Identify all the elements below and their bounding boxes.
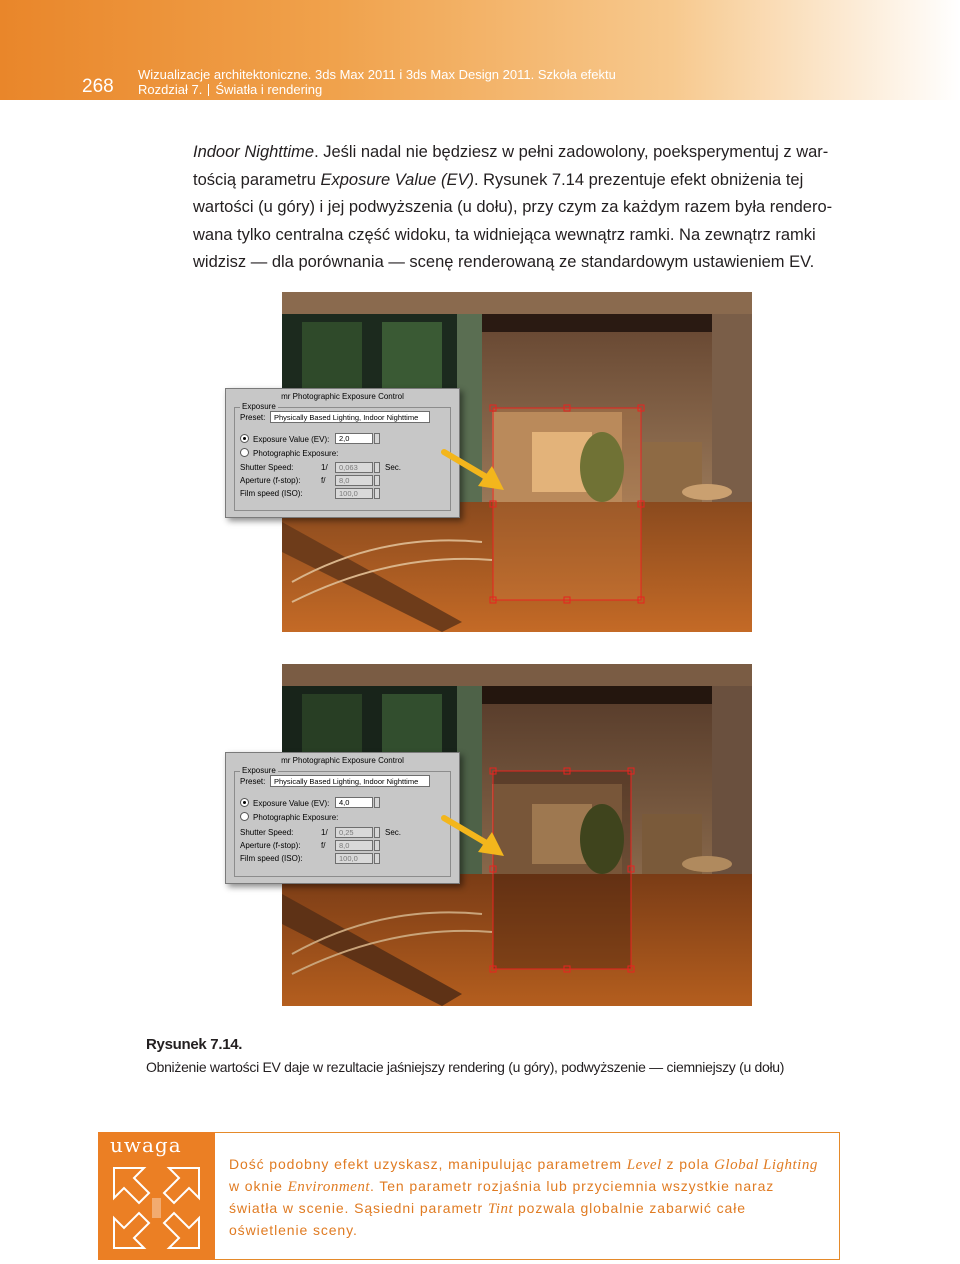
shutter-prefix: 1/ [321,828,328,837]
film-spinner[interactable] [374,488,380,499]
book-title: Wizualizacje architektoniczne. 3ds Max 2011 i 3ds Max Design 2011. Szkoła efektu [138,67,616,82]
body-text-run: . Rysunek 7.14 prezentuje efekt obniżenia tej [473,170,804,189]
shutter-input[interactable]: 0,25 [335,827,373,838]
body-line: wartości (u góry) i jej podwyższenia (u dołu), przy czym za każdym razem była rendero- [193,198,833,216]
header-separator [208,84,209,96]
film-label: Film speed (ISO): [240,489,303,498]
shutter-prefix: 1/ [321,463,328,472]
aperture-spinner[interactable] [374,840,380,851]
photo-radio[interactable] [240,448,249,457]
exposure-group-label: Exposure [242,402,276,411]
arrow-icon-bottom [440,812,510,862]
photo-label: Photographic Exposure: [253,813,339,822]
arrow-icon-top [440,446,510,496]
body-text-run: . Jeśli nadal nie będziesz w pełni zadowolony, poeksperymentuj z war- [314,143,829,161]
ev-radio-row[interactable] [240,798,329,808]
ev-label: Exposure Value (EV): [253,799,330,808]
aperture-input[interactable]: 8,0 [335,475,373,486]
figure-caption-text: Obniżenie wartości EV daje w rezultacie jaśniejszy rendering (u góry), podwyższenie — ciemniejszy (u dołu) [146,1059,785,1075]
exposure-dialog-top [225,388,460,518]
shutter-label: Shutter Speed: [240,828,294,837]
film-input[interactable]: 100,0 [335,488,373,499]
film-input[interactable]: 100,0 [335,853,373,864]
preset-select[interactable]: Physically Based Lighting, Indoor Nighttime [270,775,430,787]
aperture-label: Aperture (f-stop): [240,476,301,485]
ev-input[interactable]: 2,0 [335,433,373,444]
note-term: Tint [487,1201,514,1217]
note-text-run: z pola [661,1156,715,1172]
note-text-run: Dość podobny efekt uzyskasz, manipulując parametrem [229,1156,627,1172]
preset-label: Preset: [240,413,266,422]
exposure-group-label: Exposure [242,766,276,775]
ev-spinner[interactable] [374,797,380,808]
figure-caption-label: Rysunek 7.14. [146,1036,243,1053]
shutter-spinner[interactable] [374,462,380,473]
arrows-emblem-icon [104,1158,209,1258]
ev-radio-row[interactable] [240,434,329,444]
preset-select[interactable]: Physically Based Lighting, Indoor Nighttime [270,411,430,423]
film-spinner[interactable] [374,853,380,864]
film-label: Film speed (ISO): [240,854,303,863]
body-text-run: tością parametru [193,170,321,189]
exposure-group [234,766,451,877]
body-line: widzisz — dla porównania — scenę renderowaną ze standardowym ustawieniem EV. [193,253,815,271]
section-label: Światła i rendering [215,82,323,97]
ev-spinner[interactable] [374,433,380,444]
shutter-unit: Sec. [385,828,402,837]
chapter-line [138,82,322,97]
note-text [229,1154,824,1241]
note-text-run: pozwala globalnie zabarwić całe oświetlenie sceny. [229,1200,746,1238]
note-text-run: . Ten parametr rozjaśnia lub przyciemnia wszystkie naraz światła w scenie. Sąsiedni parametr [229,1178,775,1216]
shutter-unit: Sec. [385,463,402,472]
parameter-name: Exposure Value (EV) [320,170,474,189]
aperture-prefix: f/ [321,476,326,485]
photo-radio-row[interactable] [240,812,338,822]
preset-label: Preset: [240,777,266,786]
exposure-group [234,402,451,511]
ev-label: Exposure Value (EV): [253,435,330,444]
aperture-input[interactable]: 8,0 [335,840,373,851]
note-term: Environment [287,1179,370,1195]
body-line [193,139,833,167]
photo-radio[interactable] [240,812,249,821]
aperture-spinner[interactable] [374,475,380,486]
dialog-title: mr Photographic Exposure Control [281,392,404,401]
note-term: Level [626,1157,662,1173]
exposure-dialog-bottom [225,752,460,884]
shutter-label: Shutter Speed: [240,463,294,472]
body-line [193,167,833,195]
chapter-label: Rozdział 7. [138,82,203,97]
photo-radio-row[interactable] [240,448,338,458]
note-label: uwaga [110,1133,182,1157]
ev-radio[interactable] [240,434,249,443]
body-line: wana tylko centralna część widoku, ta widniejąca wewnątrz ramki. Na zewnątrz ramki [193,225,816,244]
aperture-label: Aperture (f-stop): [240,841,301,850]
ev-input[interactable]: 4,0 [335,797,373,808]
shutter-input[interactable]: 0,063 [335,462,373,473]
ev-radio[interactable] [240,798,249,807]
dialog-title: mr Photographic Exposure Control [281,756,404,765]
preset-name: Indoor Nighttime [193,143,315,161]
photo-label: Photographic Exposure: [253,449,339,458]
aperture-prefix: f/ [321,841,326,850]
note-text-run: w oknie [229,1178,288,1194]
body-paragraph [193,139,833,277]
page-number: 268 [82,76,114,97]
shutter-spinner[interactable] [374,827,380,838]
note-term: Global Lighting [714,1157,818,1173]
